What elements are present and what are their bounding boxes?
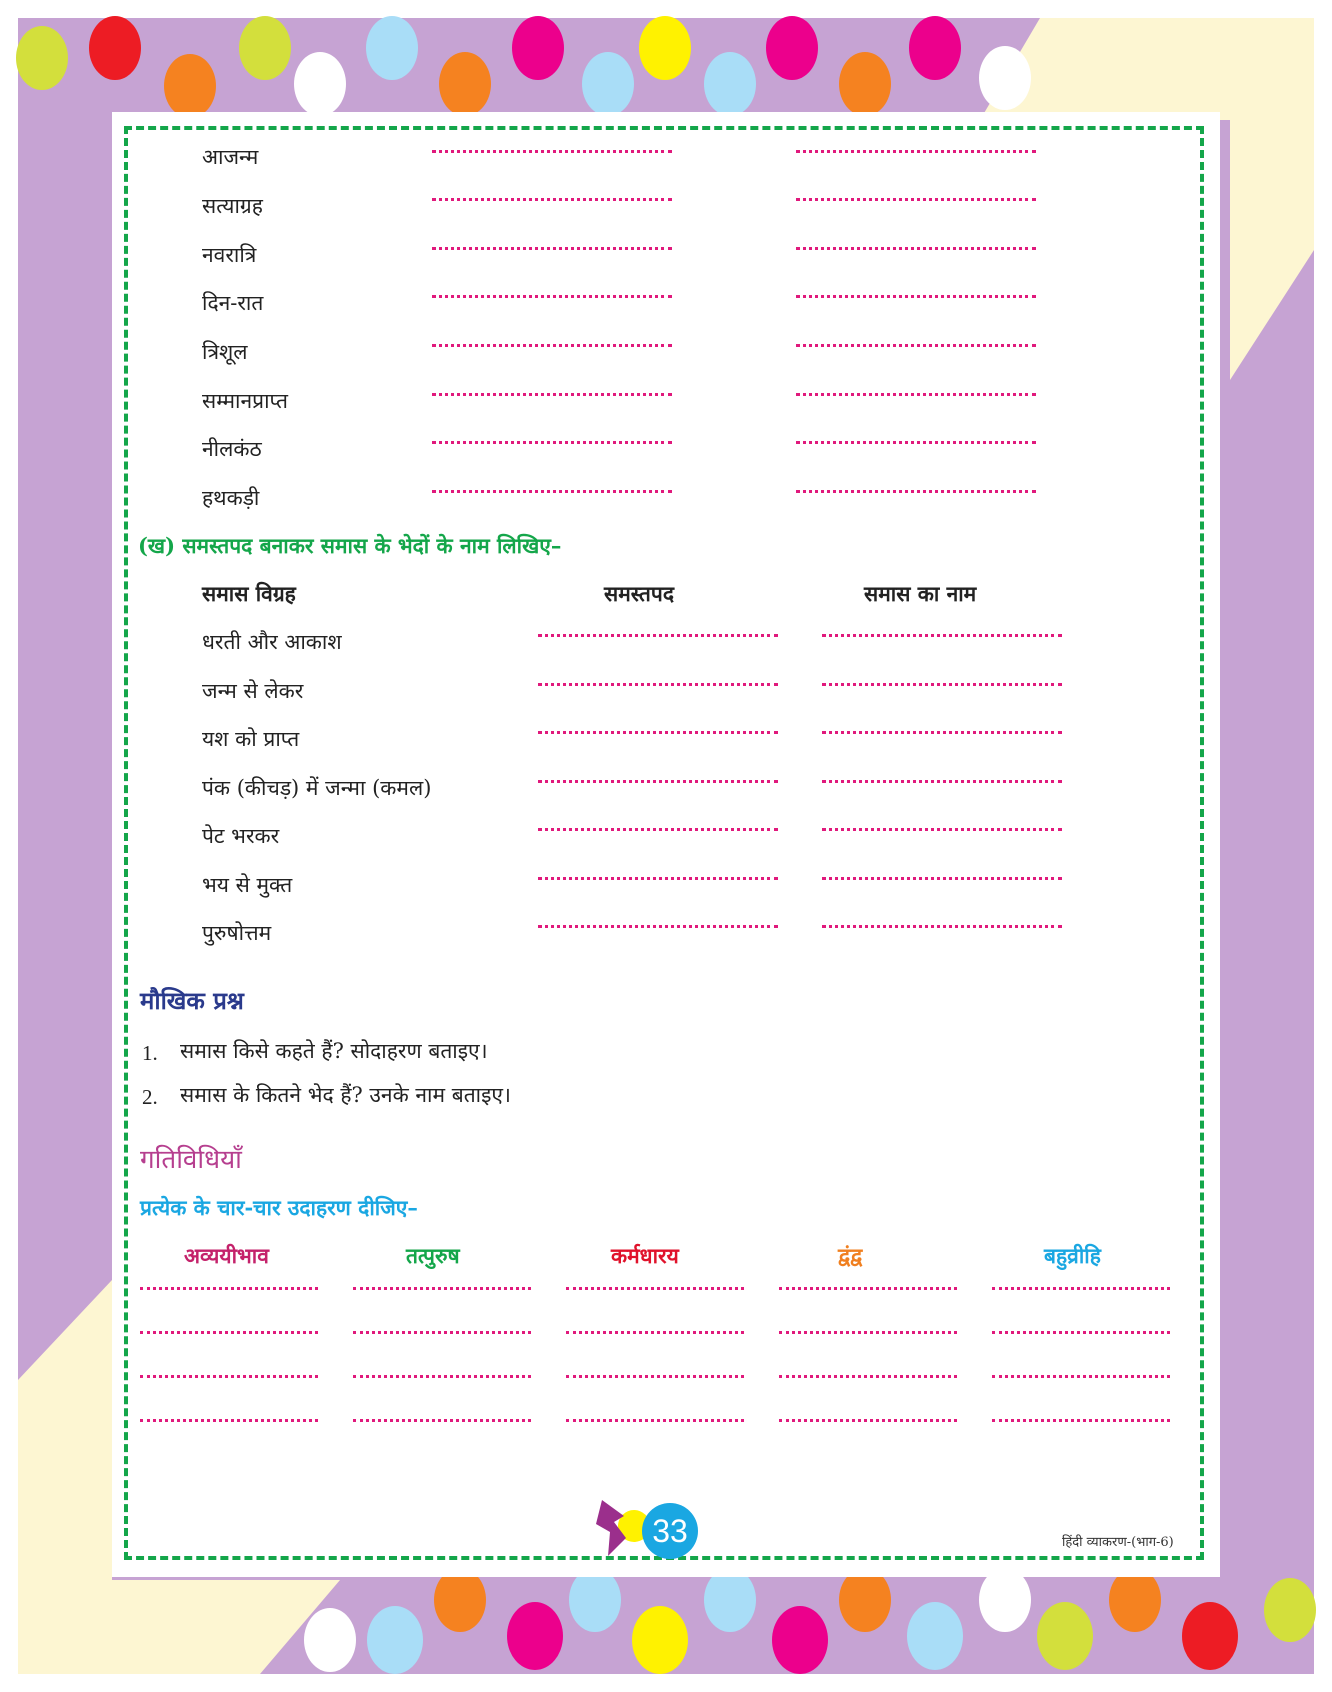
answer-line[interactable] [779,1419,957,1422]
answer-line[interactable] [140,1287,318,1290]
answer-line[interactable] [353,1331,531,1334]
answer-line[interactable] [538,828,778,831]
vigraha-item: पुरुषोत्तम [202,921,272,945]
answer-line[interactable] [992,1419,1170,1422]
answer-line[interactable] [538,780,778,783]
word-item: नीलकंठ [202,437,262,461]
answer-line[interactable] [796,198,1036,201]
word-item: सत्याग्रह [202,194,263,218]
answer-line[interactable] [822,828,1062,831]
answer-line[interactable] [822,634,1062,637]
activities-instruction: प्रत्येक के चार-चार उदाहरण दीजिए– [140,1195,418,1220]
answer-line[interactable] [353,1375,531,1378]
answer-line[interactable] [822,780,1062,783]
answer-line[interactable] [432,198,672,201]
vigraha-item: जन्म से लेकर [202,679,304,703]
answer-line[interactable] [992,1375,1170,1378]
word-item: हथकड़ी [202,486,260,510]
answer-line[interactable] [796,490,1036,493]
answer-line[interactable] [779,1375,957,1378]
answer-line[interactable] [538,683,778,686]
answer-line[interactable] [432,150,672,153]
answer-line[interactable] [566,1331,744,1334]
answer-line[interactable] [796,344,1036,347]
answer-line[interactable] [538,634,778,637]
answer-line[interactable] [432,295,672,298]
question-text: समास के कितने भेद हैं? उनके नाम बताइए। [180,1083,511,1107]
question-number: 2. [142,1085,158,1109]
activity-column-tatpurush: तत्पुरुष [406,1243,460,1268]
exercise-kha-heading: (ख) समस्तपद बनाकर समास के भेदों के नाम लिखिए– [138,533,562,558]
answer-line[interactable] [538,731,778,734]
vigraha-item: यश को प्राप्त [202,727,300,751]
answer-line[interactable] [140,1419,318,1422]
answer-line[interactable] [779,1331,957,1334]
answer-line[interactable] [353,1419,531,1422]
answer-line[interactable] [566,1419,744,1422]
answer-line[interactable] [779,1287,957,1290]
answer-line[interactable] [796,150,1036,153]
column-header-samastapad: समस्तपद [604,581,674,606]
answer-line[interactable] [140,1331,318,1334]
answer-line[interactable] [992,1331,1170,1334]
vigraha-item: पंक (कीचड़) में जन्मा (कमल) [202,776,432,800]
answer-line[interactable] [432,490,672,493]
answer-line[interactable] [432,441,672,444]
word-item: नवरात्रि [202,243,257,267]
vigraha-item: पेट भरकर [202,824,280,848]
answer-line[interactable] [822,925,1062,928]
answer-line[interactable] [538,925,778,928]
word-item: त्रिशूल [202,340,248,364]
column-header-samas-name: समास का नाम [864,581,977,606]
activity-column-dvandva: द्वंद्व [838,1243,863,1268]
answer-line[interactable] [992,1287,1170,1290]
question-number: 1. [142,1041,158,1065]
column-header-vigraha: समास विग्रह [202,581,296,606]
vigraha-item: धरती और आकाश [202,630,342,654]
answer-line[interactable] [822,877,1062,880]
answer-line[interactable] [822,731,1062,734]
activities-title: गतिविधियाँ [140,1145,242,1175]
answer-line[interactable] [538,877,778,880]
word-item: सम्मानप्राप्त [202,389,288,413]
answer-line[interactable] [140,1375,318,1378]
answer-line[interactable] [432,393,672,396]
answer-line[interactable] [566,1375,744,1378]
answer-line[interactable] [796,247,1036,250]
activity-column-bahuvrihi: बहुव्रीहि [1044,1243,1101,1268]
oral-questions-title: मौखिक प्रश्न [140,986,244,1015]
answer-line[interactable] [566,1287,744,1290]
worksheet-sheet [112,112,1220,1577]
question-text: समास किसे कहते हैं? सोदाहरण बताइए। [180,1039,488,1063]
page-number: 33 [642,1503,698,1559]
footer-book-title: हिंदी व्याकरण-(भाग-6) [1062,1535,1174,1550]
answer-line[interactable] [796,295,1036,298]
word-item: आजन्म [202,145,259,169]
activity-column-avyayibhav: अव्ययीभाव [184,1243,269,1268]
word-item: दिन-रात [202,291,264,315]
vigraha-item: भय से मुक्त [202,873,293,897]
answer-line[interactable] [353,1287,531,1290]
dashed-frame [124,126,1204,1560]
activity-column-karmadharay: कर्मधारय [611,1243,679,1268]
answer-line[interactable] [796,441,1036,444]
answer-line[interactable] [822,683,1062,686]
answer-line[interactable] [432,247,672,250]
answer-line[interactable] [796,393,1036,396]
answer-line[interactable] [432,344,672,347]
